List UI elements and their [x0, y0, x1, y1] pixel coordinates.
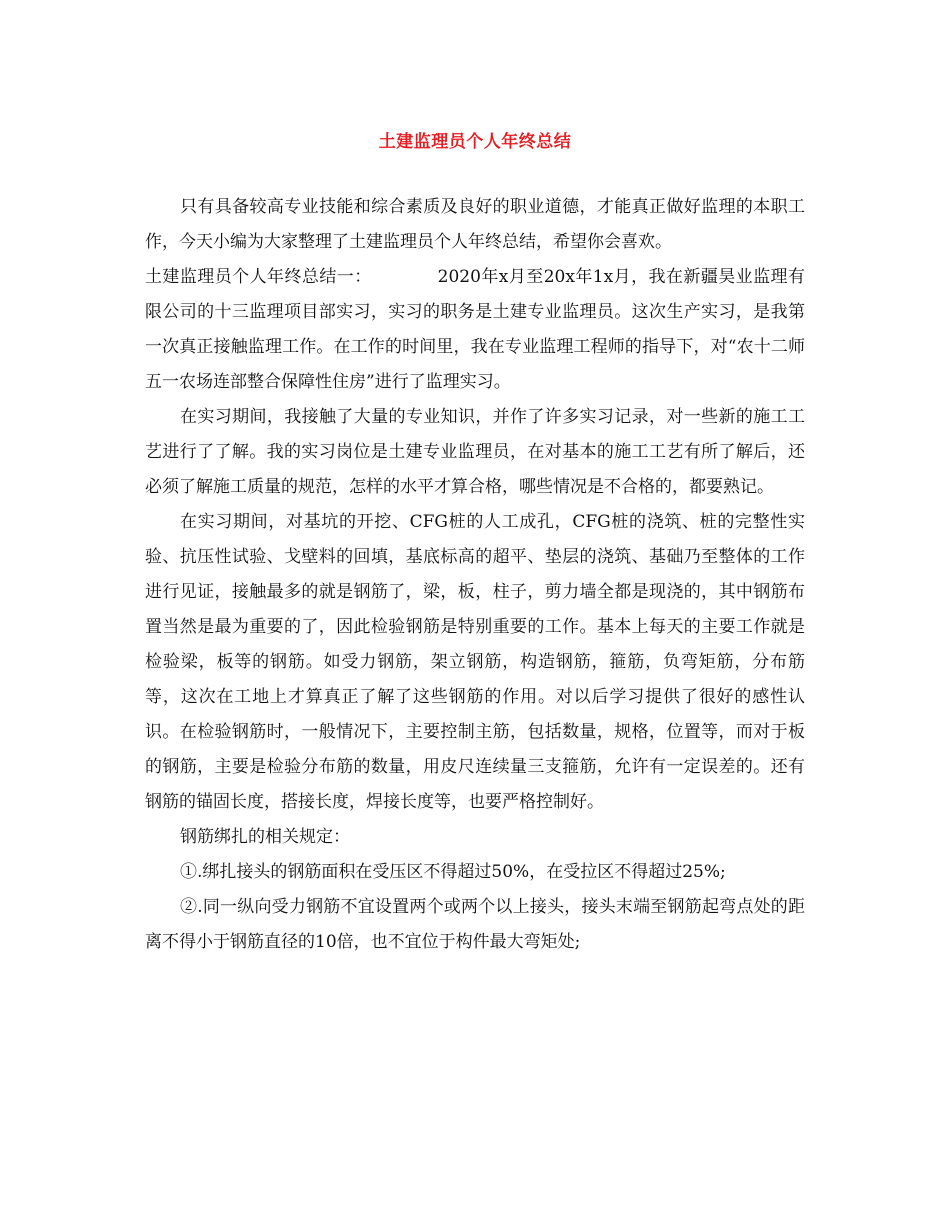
document-body	[145, 190, 805, 960]
paragraph-practice-knowledge: 在实习期间，我接触了大量的专业知识，并作了许多实习记录，对一些新的施工工艺进行了了解。我的实习岗位是土建专业监理员，在对基本的施工工艺有所了解后，还必须了解施工质量的规范，怎样的水平才算合格，哪些情况是不合格的，都要熟记。	[145, 407, 805, 497]
rules-heading: 钢筋绑扎的相关规定：	[180, 827, 350, 847]
intro-paragraph: 只有具备较高专业技能和综合素质及良好的职业道德，才能真正做好监理的本职工作，今天小编为大家整理了土建监理员个人年终总结，希望你会喜欢。	[145, 197, 805, 252]
section-one-paragraph	[145, 260, 805, 400]
section-one-text: 2020年x月至20x年1x月，我在新疆昊业监理有限公司的十三监理项目部实习，实习的职务是土建专业监理员。这次生产实习，是我第一次真正接触监理工作。在工作的时间里，我在专业监理工程师的指导下，对“农十二师五一农场连部整合保障性住房”进行了监理实习。	[145, 267, 805, 392]
rule-item-2: ②.同一纵向受力钢筋不宜设置两个或两个以上接头，接头末端至钢筋起弯点处的距离不得小于钢筋直径的10倍，也不宜位于构件最大弯矩处;	[145, 897, 805, 952]
section-heading: 土建监理员个人年终总结一：	[145, 267, 372, 287]
paragraph-rebar-inspection: 在实习期间，对基坑的开挖、CFG桩的人工成孔，CFG桩的浇筑、桩的完整性实验、抗压性试验、戈壁料的回填，基底标高的超平、垫层的浇筑、基础乃至整体的工作进行见证，接触最多的就是钢筋了，梁，板，柱子，剪力墙全都是现浇的，其中钢筋布置当然是最为重要的了，因此检验钢筋是特别重要的工作。基本上每天的主要工作就是检验梁，板等的钢筋。如受力钢筋，架立钢筋，构造钢筋，箍筋，负弯矩筋，分布筋等，这次在工地上才算真正了解了这些钢筋的作用。对以后学习提供了很好的感性认识。在检验钢筋时，一般情况下，主要控制主筋，包括数量，规格，位置等，而对于板的钢筋，主要是检验分布筋的数量，用皮尺连续量三支箍筋，允许有一定误差的。还有钢筋的锚固长度，搭接长度，焊接长度等，也要严格控制好。	[145, 512, 805, 812]
document-title: 土建监理员个人年终总结	[378, 132, 572, 152]
rule-item-1: ①.绑扎接头的钢筋面积在受压区不得超过50%，在受拉区不得超过25%;	[180, 862, 726, 882]
